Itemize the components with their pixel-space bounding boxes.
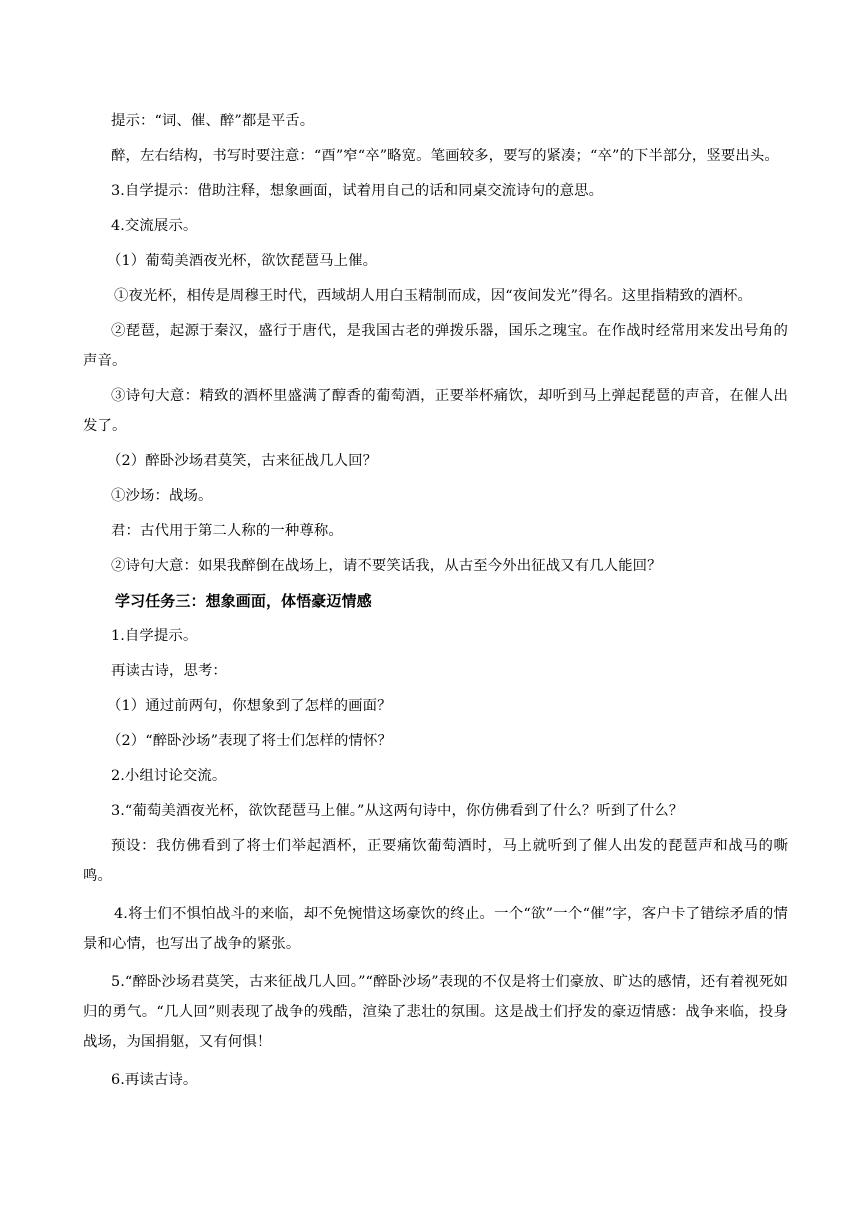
note-shachang: ①沙场：战场。 xyxy=(111,488,213,504)
item-4-analysis: 4.将士们不惧怕战斗的来临，却不免惋惜这场豪饮的终止。一个“欲”一个“催”字，客户卡了错综矛盾的情景和心情，也写出了战争的紧张。 xyxy=(83,906,788,952)
poem-line-2: （2）醉卧沙场君莫笑，古来征战几人回？ xyxy=(107,453,378,469)
meaning-line-1: ③诗句大意：精致的酒杯里盛满了醇香的葡萄酒，正要举杯痛饮，却听到马上弹起琵琶的声音，在催人出发了。 xyxy=(83,388,788,434)
item-3-question: 3.“葡萄美酒夜光杯，欲饮琵琶马上催。”从这两句诗中，你仿佛看到了什么？听到了什么？ xyxy=(111,803,684,819)
poem-line-1: （1）葡萄美酒夜光杯，欲饮琵琶马上催。 xyxy=(107,253,378,269)
meaning-line-2: ②诗句大意：如果我醉倒在战场上，请不要笑话我，从古至今外出征战又有几人能回？ xyxy=(111,558,662,574)
self-study-tip: 3.自学提示：借助注释，想象画面，试着用自己的话和同桌交流诗句的意思。 xyxy=(111,183,604,199)
writing-tip-zui: 醉，左右结构，书写时要注意：“酉”窄“卒”略宽。笔画较多，要写的紧凑；“卒”的下半部分，竖要出头。 xyxy=(111,148,779,164)
question-1: （1）通过前两句，你想象到了怎样的画面？ xyxy=(107,698,392,714)
exchange-display: 4.交流展示。 xyxy=(111,218,198,234)
preset-answer: 预设：我仿佛看到了将士们举起酒杯，正要痛饮葡萄酒时，马上就听到了催人出发的琵琶声和战马的嘶鸣。 xyxy=(83,838,788,884)
item-6-reread: 6.再读古诗。 xyxy=(111,1072,198,1088)
section-heading-task-3: 学习任务三：想象画面，体悟豪迈情感 xyxy=(115,592,372,610)
note-pipa: ②琵琶，起源于秦汉，盛行于唐代，是我国古老的弹拨乐器，国乐之瑰宝。在作战时经常用来发出号角的声音。 xyxy=(83,323,788,369)
question-2: （2）“醉卧沙场”表现了将士们怎样的情怀？ xyxy=(107,733,393,749)
group-discussion: 2.小组讨论交流。 xyxy=(111,768,227,784)
reread-think: 再读古诗，思考： xyxy=(111,663,227,679)
note-jun: 君：古代用于第二人称的一种尊称。 xyxy=(111,523,343,539)
document-body xyxy=(83,106,788,1095)
note-yeguangbei: ①夜光杯，相传是周穆王时代，西域胡人用白玉精制而成，因“夜间发光”得名。这里指精致的酒杯。 xyxy=(114,288,753,304)
self-study-tip-2: 1.自学提示。 xyxy=(111,628,198,644)
item-5-analysis: 5.“醉卧沙场君莫笑，古来征战几人回。”“醉卧沙场”表现的不仅是将士们豪放、旷达的感情，还有着视死如归的勇气。“几人回”则表现了战争的残酷，渲染了悲壮的氛围。这是战士们抒发的豪迈情感：战争来临，投身战场，为国捐躯，又有何惧！ xyxy=(83,974,788,1050)
pronunciation-tip: 提示：“词、催、醉”都是平舌。 xyxy=(111,113,315,129)
